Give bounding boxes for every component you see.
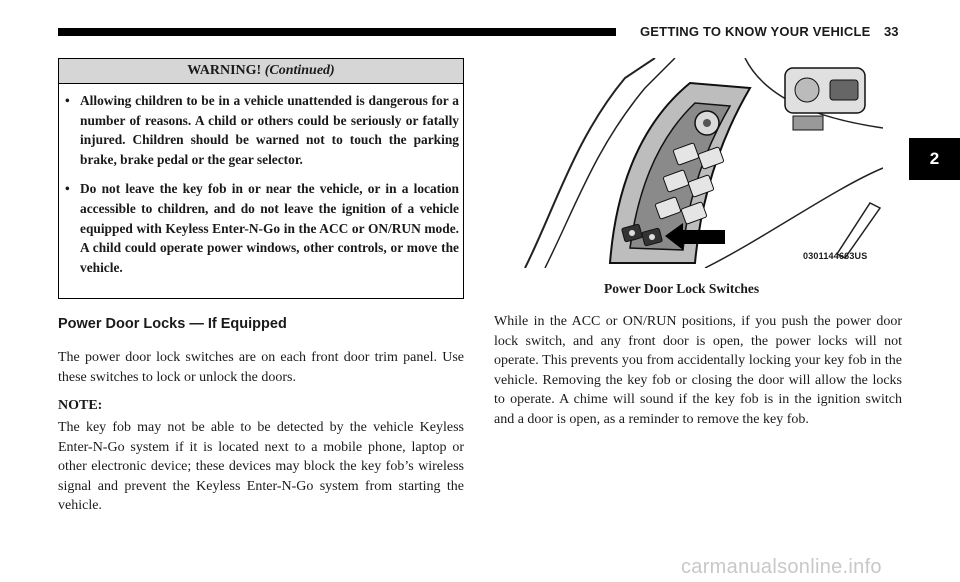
warning-label: WARNING! — [187, 63, 262, 78]
door-lock-switch-figure — [515, 58, 883, 268]
door-panel-illustration — [515, 58, 883, 268]
figure-code: 0301144663US — [803, 251, 868, 261]
warning-box — [58, 58, 464, 299]
warning-continued: (Continued) — [264, 63, 335, 78]
header-rule — [58, 28, 616, 36]
figure-caption: Power Door Lock Switches — [604, 281, 760, 296]
note-label: NOTE: — [58, 398, 103, 413]
warning-bullet: • Do not leave the key fob in or near the vehicle, or in a location accessible to children, and do not leave the ignition of a vehicle equipped with Keyless Enter-N-Go in the ACC or ON/RUN mode. A child could operate power windows, other controls, or move the vehicle. — [59, 179, 463, 277]
page-number: 33 — [884, 24, 899, 39]
warning-bullet: • Allowing children to be in a vehicle unattended is dangerous for a number of reasons. A child or others could be seriously or fatally injured. Children should be warned not to touch the parking brake, brake pedal or the gear selector. — [59, 91, 463, 169]
note-paragraph: The key fob may not be able to be detected by the vehicle Keyless Enter-N-Go system if it is located next to a mobile phone, laptop or other electronic device; these devices may block the key fob’s wireless signal and prevent the Keyless Enter-N-Go system from starting the vehicle. — [58, 420, 464, 514]
warning-list — [59, 84, 463, 277]
chapter-tab[interactable]: 2 — [909, 138, 960, 180]
right-paragraph: While in the ACC or ON/RUN positions, if you push the power door lock switch, and any front door is open, the power locks will not operate. This prevents you from accidentally locking your key fob in the vehicle. Removing the key fob or closing the door will allow the locks to operate. A chime will sound if the key fob is in the ignition switch and a door is open, as a reminder to remove the key fob. — [494, 314, 902, 427]
page-header-title: GETTING TO KNOW YOUR VEHICLE — [640, 24, 871, 39]
watermark: carmanualsonline.info — [681, 556, 882, 578]
intro-paragraph: The power door lock switches are on each front door trim panel. Use these switches to lock or unlock the doors. — [58, 350, 464, 385]
section-heading: Power Door Locks — If Equipped — [58, 316, 287, 332]
warning-header — [59, 59, 463, 84]
